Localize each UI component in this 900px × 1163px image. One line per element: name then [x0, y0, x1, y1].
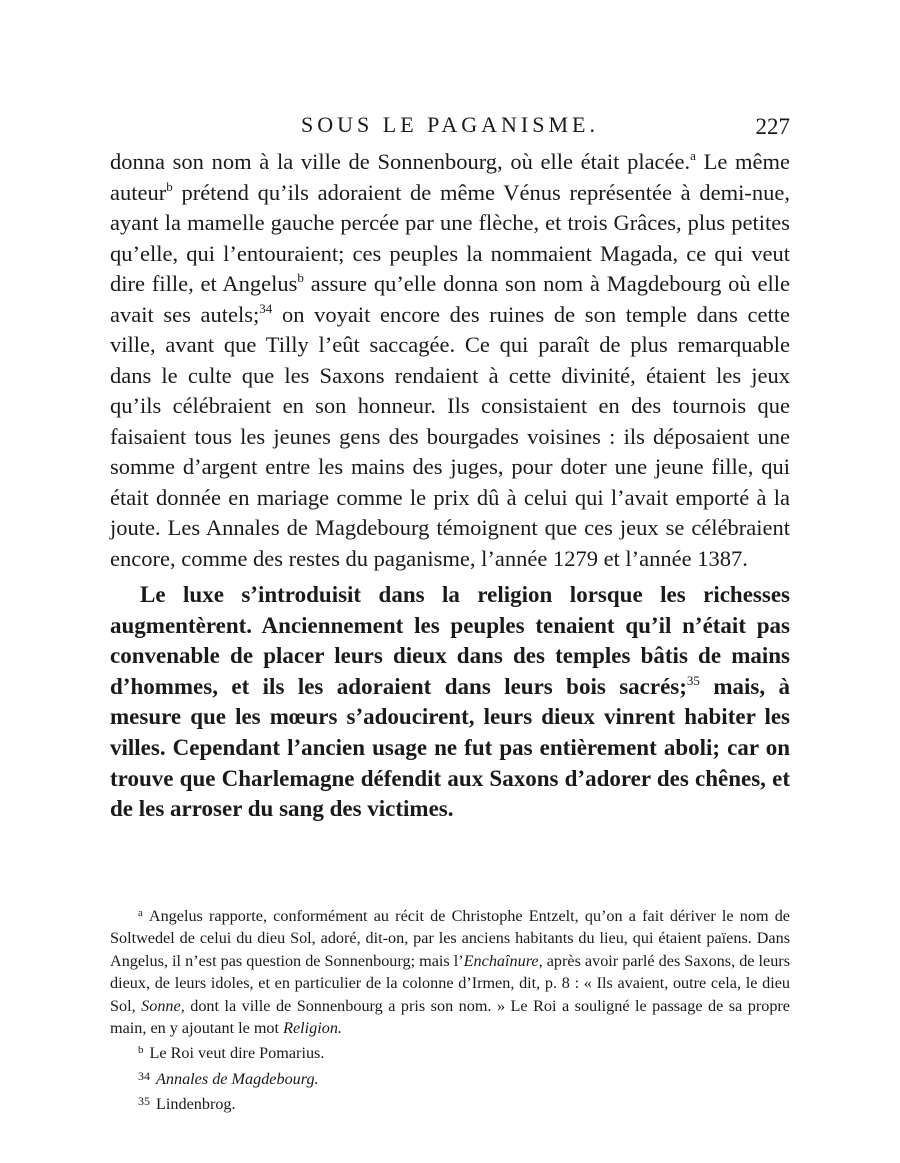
- paragraph-1: [110, 147, 790, 574]
- running-head: [110, 112, 790, 142]
- footnote-ref-a[interactable]: a: [690, 148, 696, 163]
- footnote-mark: b: [138, 1044, 144, 1057]
- footnote-text: Lindenbrog.: [156, 1095, 236, 1114]
- paragraph-text: Le même auteur: [110, 149, 790, 205]
- paragraph-2: [110, 580, 790, 825]
- footnote-text: Annales de Magdebourg.: [156, 1069, 319, 1088]
- footnote-35: [110, 1090, 790, 1115]
- footnote-mark: 35: [138, 1094, 150, 1109]
- footnote-italic: Sonne,: [141, 996, 185, 1015]
- footnote-mark: 34: [138, 1068, 150, 1083]
- footnote-b: [110, 1039, 790, 1064]
- footnote-italic: Religion.: [283, 1019, 342, 1038]
- body-text: [110, 147, 790, 825]
- footnote-text: dont la ville de Sonnenbourg a pris son nom. » Le Roi a souligné le passage de sa propre main, en y ajoutant le mot: [110, 996, 790, 1038]
- footnote-a: [110, 902, 790, 1039]
- footnote-text: Angelus rapporte, conformément au récit de Christophe Entzelt, qu’on a fait dériver le nom de Soltwedel de celui du dieu Sol, adoré, dit-on, par les anciens habitants du lieu, qui étaient païens. Dans Angelus, il n’est pas question de Sonnenbourg; mais l’: [110, 907, 790, 970]
- footnote-34: [110, 1065, 790, 1090]
- footnote-mark: a: [138, 907, 143, 919]
- paragraph-text: donna son nom à la ville de Sonnenbourg, où elle était placée.: [110, 149, 691, 174]
- running-title: SOUS LE PAGANISME.: [301, 112, 599, 137]
- paragraph-text: assure qu’elle donna son nom à Magdebourg où elle avait ses autels;: [110, 271, 791, 327]
- paragraph-text: mais, à mesure que les mœurs s’adoucirent, leurs dieux vinrent habiter les villes. Cependant l’ancien usage ne fut pas entièrement aboli; car on trouve que Charlemagne défendit aux Saxons d’adorer des chênes, et de les arroser du sang des victimes.: [110, 673, 790, 822]
- footnote-ref-34[interactable]: 34: [259, 300, 273, 316]
- page-number: 227: [755, 114, 790, 139]
- paragraph-text: prétend qu’ils adoraient de même Vénus représentée à demi-nue, ayant la mamelle gauche percée par une flèche, et trois Grâces, plus petites qu’elle, qui l’entouraient; ces peuples la nommaient Magada, ce qui veut dire fille, et Angelus: [110, 179, 790, 296]
- paragraph-text: on voyait encore des ruines de son temple dans cette ville, avant que Tilly l’eût saccagée. Ce qui paraît de plus remarquable dans le culte que les Saxons rendaient à cette divinité, étaient les jeux qu’ils célébraient en son honneur. Ils consistaient en des tournois que faisaient tous les jeunes gens des bourgades voisines : ils déposaient une somme d’argent entre les mains des juges, pour doter une jeune fille, qui était donnée en mariage comme le prix dû à celui qui l’avait emporté à la joute. Les Annales de Magdebourg témoignent que ces jeux se célébraient encore, comme des restes du paganisme, l’année 1279 et l’année 1387.: [110, 301, 790, 571]
- footnotes: [110, 902, 790, 1116]
- footnote-italic: Enchaînure,: [463, 951, 543, 970]
- paragraph-text: Le luxe s’introduisit dans la religion lorsque les richesses augmentèrent. Anciennement les peuples tenaient qu’il n’était pas convenable de placer leurs dieux dans des temples bâtis de mains d’hommes, et ils les adoraient dans leurs bois sacrés;: [110, 582, 790, 699]
- footnote-ref-b[interactable]: b: [297, 270, 304, 285]
- footnote-ref-35[interactable]: 35: [686, 672, 700, 688]
- footnote-ref-b[interactable]: b: [166, 178, 173, 194]
- footnote-text: après avoir parlé des Saxons, de leurs dieux, de leurs idoles, et en particulier de la colonne d’Irmen, dit, p. 8 : « Ils avaient, outre cela, le dieu Sol,: [110, 951, 790, 1015]
- footnote-text: Le Roi veut dire Pomarius.: [149, 1044, 325, 1063]
